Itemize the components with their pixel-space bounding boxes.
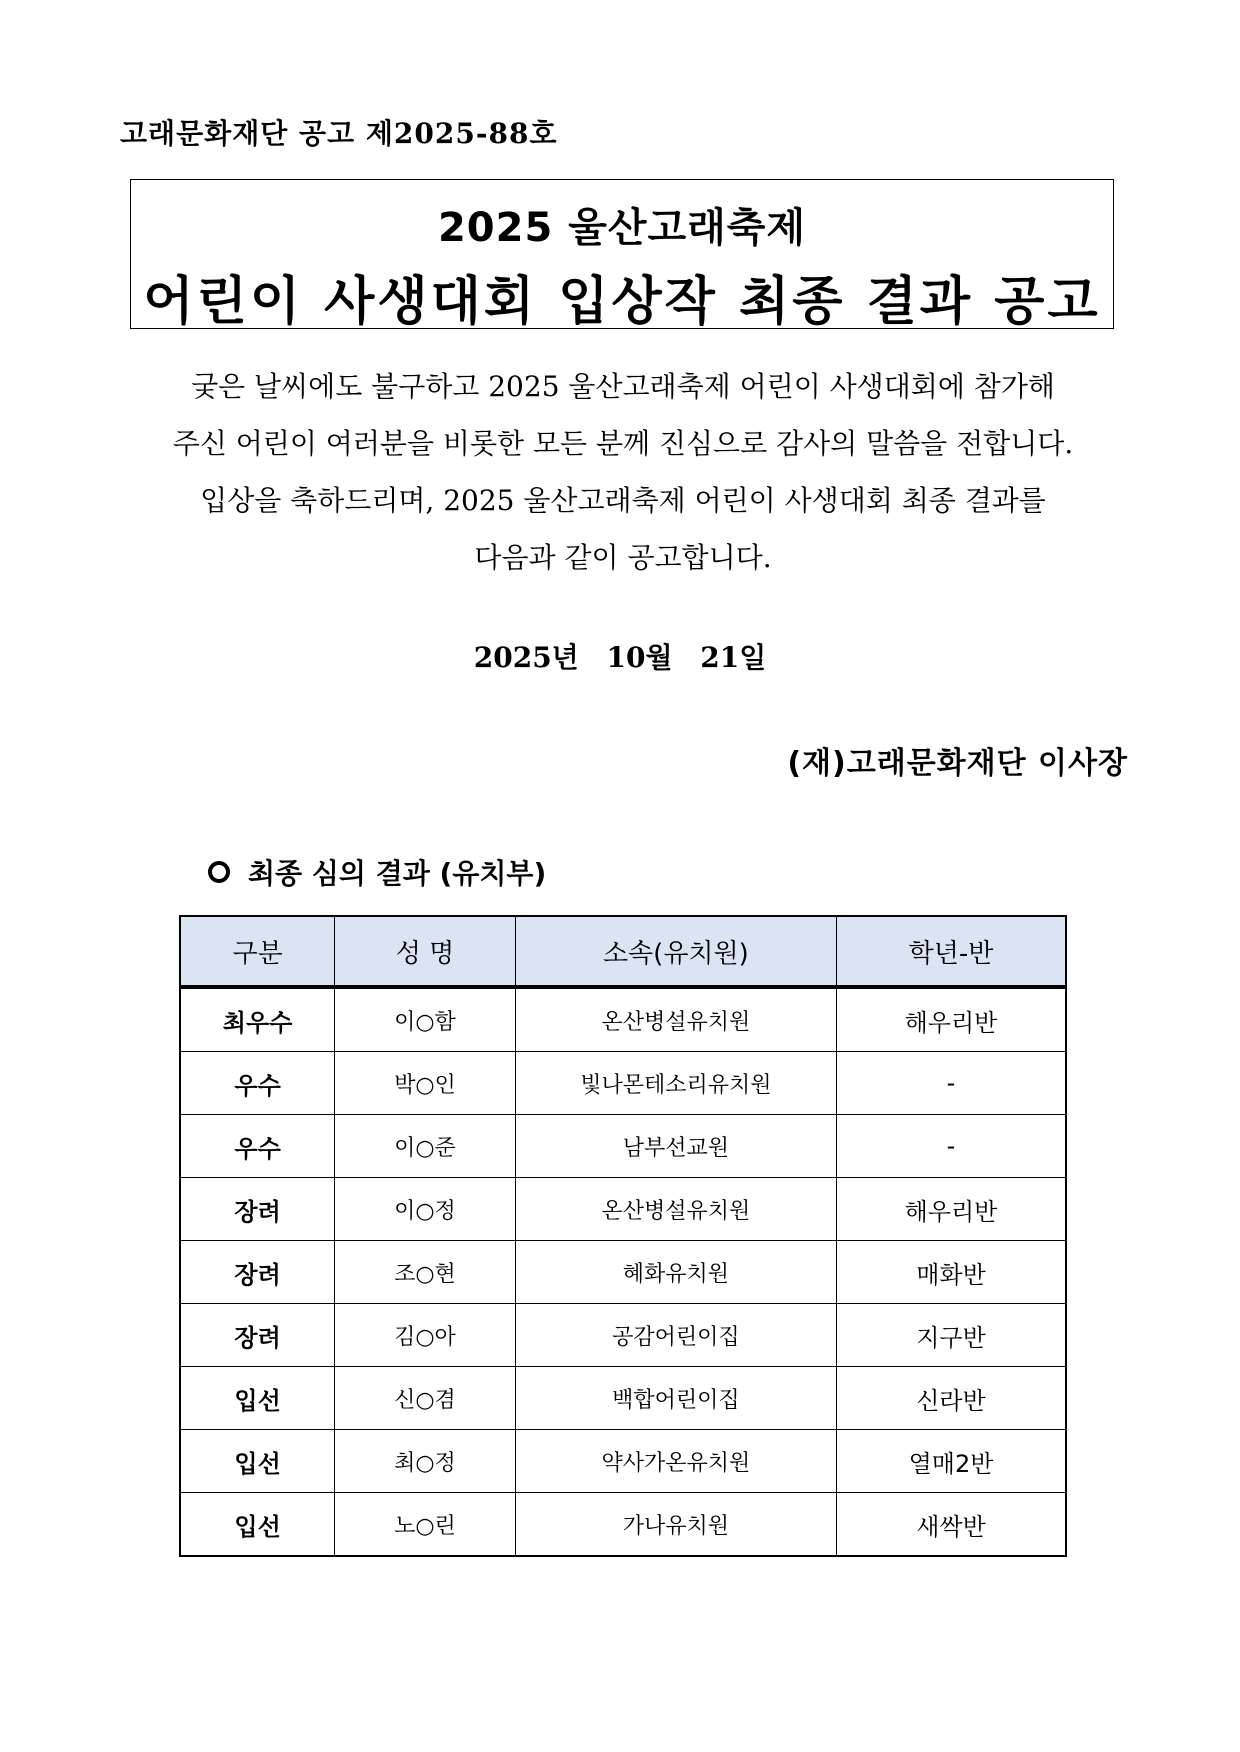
table-row xyxy=(180,987,1066,1052)
class-cell: 새싹반 xyxy=(837,1493,1067,1557)
table-row xyxy=(180,1493,1066,1557)
award-cell: 입선 xyxy=(180,1367,335,1430)
body-text xyxy=(118,358,1128,586)
affiliation-cell: 공감어린이집 xyxy=(515,1304,836,1367)
table-row xyxy=(180,1241,1066,1304)
section-title-text: 최종 심의 결과 (유치부) xyxy=(248,857,547,890)
affiliation-cell: 가나유치원 xyxy=(515,1493,836,1557)
issuer: (재)고래문화재단 이사장 xyxy=(787,746,1128,781)
body-line: 주신 어린이 여러분을 비롯한 모든 분께 진심으로 감사의 말씀을 전합니다. xyxy=(172,427,1074,460)
name-cell: 이○정 xyxy=(335,1178,516,1241)
affiliation-cell: 온산병설유치원 xyxy=(515,1178,836,1241)
header-name: 성 명 xyxy=(335,916,516,987)
name-cell: 이○준 xyxy=(335,1115,516,1178)
name-cell: 박○인 xyxy=(335,1052,516,1115)
award-cell: 우수 xyxy=(180,1115,335,1178)
hollow-circle-icon xyxy=(208,861,230,883)
body-line: 다음과 같이 공고합니다. xyxy=(474,541,772,574)
name-cell: 조○현 xyxy=(335,1241,516,1304)
table-row xyxy=(180,1178,1066,1241)
award-cell: 입선 xyxy=(180,1493,335,1557)
class-cell: 신라반 xyxy=(837,1367,1067,1430)
award-cell: 장려 xyxy=(180,1304,335,1367)
title-line-1: 2025 울산고래축제 xyxy=(437,205,807,251)
table-header-row xyxy=(180,916,1066,987)
class-cell: 해우리반 xyxy=(837,1178,1067,1241)
award-cell: 장려 xyxy=(180,1178,335,1241)
affiliation-cell: 남부선교원 xyxy=(515,1115,836,1178)
notice-date: 2025년 10월 21일 xyxy=(473,641,767,674)
title-box xyxy=(130,179,1114,332)
title-line-2: 어린이 사생대회 입상작 최종 결과 공고 xyxy=(143,272,1101,332)
class-cell: 해우리반 xyxy=(837,987,1067,1052)
header-category: 구분 xyxy=(180,916,335,987)
award-cell: 최우수 xyxy=(180,987,335,1052)
header-affiliation: 소속(유치원) xyxy=(515,916,836,987)
table-row xyxy=(180,1367,1066,1430)
class-cell: 열매2반 xyxy=(837,1430,1067,1493)
affiliation-cell: 온산병설유치원 xyxy=(515,987,836,1052)
award-cell: 우수 xyxy=(180,1052,335,1115)
name-cell: 최○정 xyxy=(335,1430,516,1493)
body-line: 입상을 축하드리며, 2025 울산고래축제 어린이 사생대회 최종 결과를 xyxy=(200,484,1046,517)
affiliation-cell: 혜화유치원 xyxy=(515,1241,836,1304)
table-row xyxy=(180,1115,1066,1178)
name-cell: 노○린 xyxy=(335,1493,516,1557)
class-cell: 지구반 xyxy=(837,1304,1067,1367)
header-grade-class: 학년-반 xyxy=(837,916,1067,987)
name-cell: 신○겸 xyxy=(335,1367,516,1430)
award-cell: 입선 xyxy=(180,1430,335,1493)
class-cell: 매화반 xyxy=(837,1241,1067,1304)
class-cell: - xyxy=(837,1115,1067,1178)
table-row xyxy=(180,1052,1066,1115)
results-table xyxy=(179,915,1067,1557)
name-cell: 이○함 xyxy=(335,987,516,1052)
name-cell: 김○아 xyxy=(335,1304,516,1367)
section-title xyxy=(208,852,546,892)
table-row xyxy=(180,1304,1066,1367)
affiliation-cell: 약사가온유치원 xyxy=(515,1430,836,1493)
class-cell: - xyxy=(837,1052,1067,1115)
notice-number: 고래문화재단 공고 제2025-88호 xyxy=(120,117,558,150)
body-line: 궂은 날씨에도 불구하고 2025 울산고래축제 어린이 사생대회에 참가해 xyxy=(191,370,1055,403)
affiliation-cell: 빛나몬테소리유치원 xyxy=(515,1052,836,1115)
affiliation-cell: 백합어린이집 xyxy=(515,1367,836,1430)
table-row xyxy=(180,1430,1066,1493)
award-cell: 장려 xyxy=(180,1241,335,1304)
